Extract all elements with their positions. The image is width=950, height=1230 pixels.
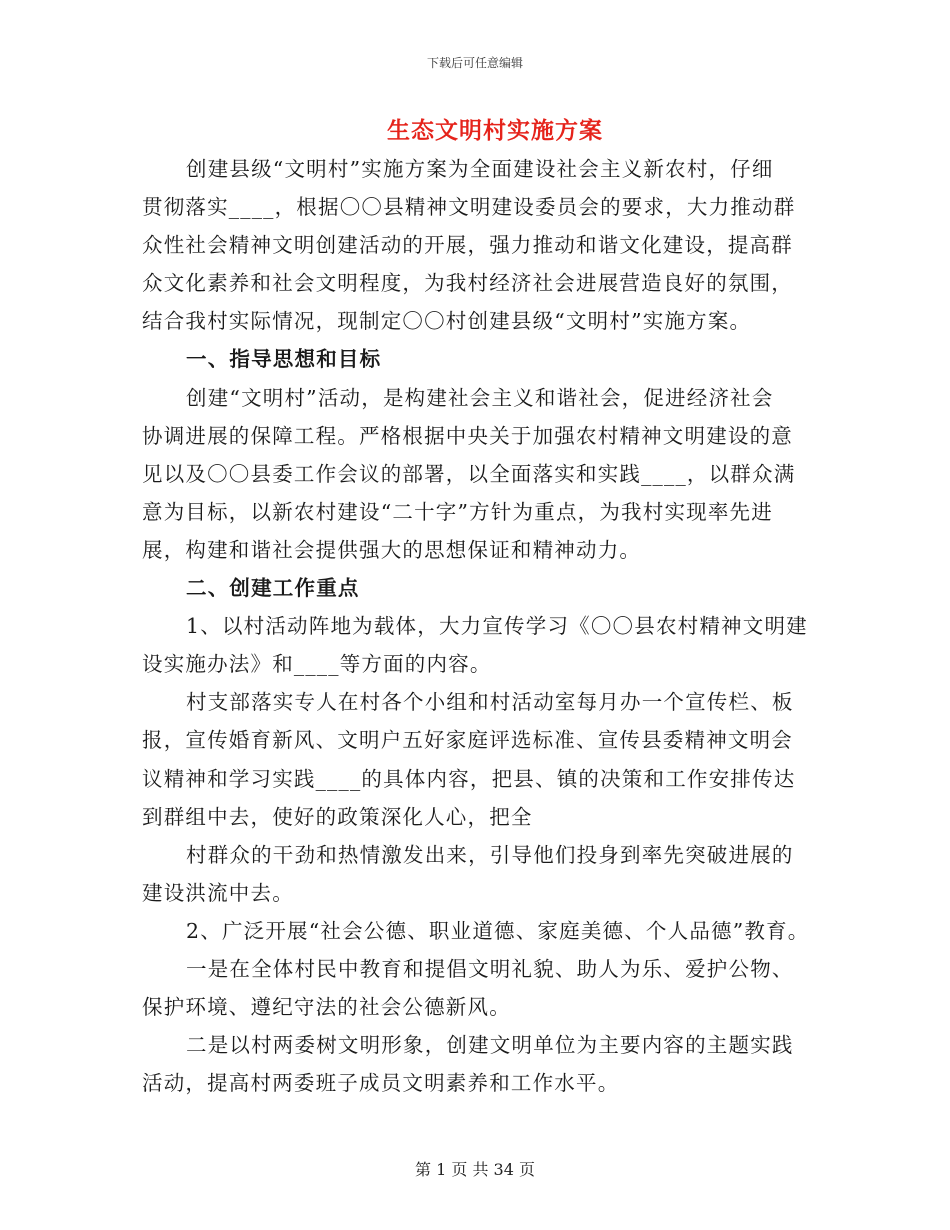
document-body: [142, 150, 810, 1102]
body-text-line: 二是以村两委树文明形象，创建文明单位为主要内容的主题实践: [186, 1033, 794, 1058]
body-text-line: 活动，提高村两委班子成员文明素养和工作水平。: [142, 1071, 620, 1096]
body-text-line: 结合我村实际情况，现制定〇〇村创建县级“文明村”实施方案。: [142, 309, 752, 334]
body-text-line: 见以及〇〇县委工作会议的部署，以全面落实和实践____，以群众满: [142, 461, 796, 486]
body-text-line: 报，宣传婚育新风、文明户五好家庭评选标准、宣传县委精神文明会: [142, 728, 793, 753]
body-text-line: 保护环境、遵纪守法的社会公德新风。: [142, 995, 511, 1020]
document-title: 生态文明村实施方案: [387, 117, 603, 144]
section-heading: 一、指导思想和目标: [186, 347, 382, 372]
section-heading: 二、创建工作重点: [186, 576, 360, 601]
body-text-line: 众性社会精神文明创建活动的开展，强力推动和谐文化建设，提高群: [142, 233, 793, 258]
body-text-line: 众文化素养和社会文明程度，为我村经济社会进展营造良好的氛围，: [142, 271, 793, 296]
body-text-line: 意为目标，以新农村建设“二十字”方针为重点，为我村实现率先进: [142, 499, 773, 524]
body-text-line: 贯彻落实____，根据〇〇县精神文明建设委员会的要求，大力推动群: [142, 195, 796, 220]
body-text-line: 2、广泛开展“社会公德、职业道德、家庭美德、个人品德”教育。: [186, 918, 810, 943]
body-text-line: 村支部落实专人在村各个小组和村活动室每月办一个宣传栏、板: [186, 690, 794, 715]
body-text-line: 到群组中去，使好的政策深化人心，把全: [142, 804, 533, 829]
body-text-line: 创建县级“文明村”实施方案为全面建设社会主义新农村，仔细: [186, 157, 774, 181]
body-text-line: 一是在全体村民中教育和提倡文明礼貌、助人为乐、爱护公物、: [186, 956, 794, 981]
body-text-line: 展，构建和谐社会提供强大的思想保证和精神动力。: [142, 537, 642, 562]
header-note: 下载后可任意编辑: [426, 56, 523, 70]
body-text-line: 村群众的干劲和热情激发出来，引导他们投身到率先突破进展的: [186, 842, 794, 867]
body-text-line: 设实施办法》和____等方面的内容。: [142, 652, 492, 677]
body-text-line: 协调进展的保障工程。严格根据中央关于加强农村精神文明建设的意: [142, 423, 793, 448]
page-number-footer: 第 1 页 共 34 页: [415, 1160, 535, 1179]
body-text-line: 议精神和学习实践____的具体内容，把县、镇的决策和工作安排传达: [142, 766, 796, 791]
body-text-line: 创建“文明村”活动，是构建社会主义和谐社会，促进经济社会: [186, 385, 774, 410]
body-text-line: 建设洪流中去。: [142, 880, 294, 905]
body-text-line: 1、以村活动阵地为载体，大力宣传学习《〇〇县农村精神文明建: [186, 614, 808, 639]
